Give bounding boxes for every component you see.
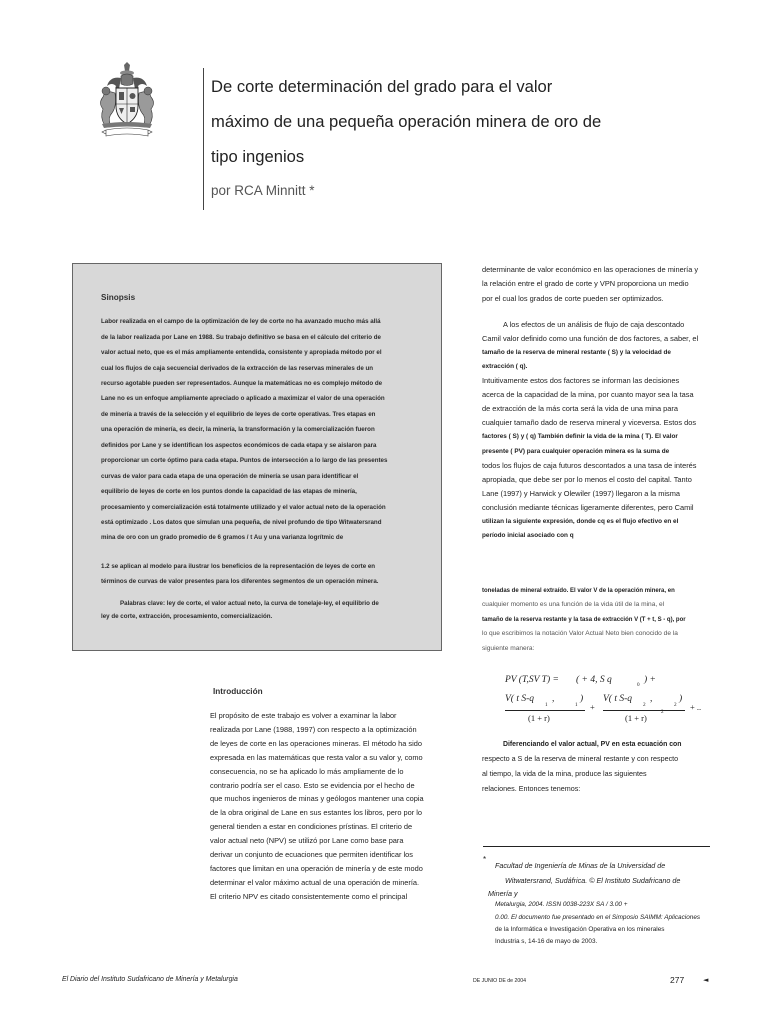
right-column-paragraph-2	[482, 318, 698, 543]
equation-tail: + ..	[690, 702, 702, 712]
body-line-bold: presente ( PV) para cualquier operación minera es la suma de	[482, 447, 670, 455]
body-line: respecto a S de la reserva de mineral restante y con respecto	[482, 754, 679, 764]
term1-subscript: 1	[545, 702, 548, 708]
body-line: cualquier momento es una función de la vida útil de la mina, el	[482, 601, 665, 609]
footnote-line: Metalurgia, 2004. ISSN 0038-223X SA / 3.00 +	[495, 901, 628, 908]
synopsis-line: mina de oro con un grado promedio de 6 gramos / t Au y una varianza logrítmic de	[101, 534, 344, 542]
synopsis-line: cual los flujos de caja secuencial derivados de la extracción de las reservas minerales de un	[101, 364, 374, 372]
synopsis-line: proporcionar un corte óptimo para cada etapa. Puntos de intersección a lo largo de las presentes	[101, 457, 388, 465]
footnote-marker: *	[483, 855, 487, 864]
page-number: 277	[670, 975, 685, 985]
term2-subscript: 2	[643, 702, 646, 708]
body-line: expresada en las matemáticas que resta valor a su valor y, como	[210, 752, 423, 762]
term2-subscript: 2	[674, 702, 677, 708]
title-line: tipo ingenios	[211, 146, 305, 166]
synopsis-line: recurso agotable pueden ser representados. Aunque la matemáticas no es complejo método de	[101, 380, 383, 388]
footnote-line: Facultad de Ingeniería de Minas de la Universidad de	[495, 861, 666, 870]
supporter-right	[138, 87, 153, 124]
synopsis-body	[101, 314, 387, 546]
body-line: de la obra original de Lane en sus estantes los libros, pero por lo	[210, 808, 422, 818]
right-column-paragraph-3	[482, 584, 686, 657]
term1-close: )	[580, 694, 584, 704]
footnote-line: de la Informática e Investigación Operativa en los minerales	[495, 926, 665, 933]
body-line: la relación entre el grado de corte y VPN proporciona un medio	[482, 279, 689, 289]
equation-rhs-open: ( + 4, S q	[576, 675, 612, 685]
synopsis-line: curvas de valor para cada etapa de una operación de minería se usan para identificar el	[101, 472, 359, 480]
author-byline: por RCA Minnitt *	[211, 183, 315, 198]
body-line-bold: utilizan la siguiente expresión, donde cq es el flujo efectivo en el	[482, 517, 679, 525]
body-line: de leyes de corte en las operaciones mineras. El método ha sido	[210, 738, 422, 748]
body-line: apropiada, que debe ser por lo menos el costo del capital. Tanto	[482, 474, 692, 484]
body-line: factores que limitan en una operación de minería y de este modo	[210, 864, 423, 874]
synopsis-line: términos de curvas de valor presentes para los diferentes segmentos de un operación minera.	[101, 577, 379, 585]
keywords-line: Palabras clave: ley de corte, el valor actual neto, la curva de tonelaje-ley, el equilibrio de	[120, 600, 379, 607]
body-line-bold: período inicial asociado con q	[482, 531, 574, 539]
introduction-body	[210, 709, 424, 904]
right-column-paragraph-4	[482, 738, 681, 797]
helmet	[121, 74, 133, 86]
body-line: de extracción de la más corta será la vida de una mina para	[482, 404, 678, 414]
synopsis-line: Labor realizada en el campo de la optimización de ley de corte no ha avanzado mucho más allá	[101, 318, 381, 326]
title-line: De corte determinación del grado para el valor	[211, 76, 553, 96]
body-line: siguiente manera:	[482, 644, 535, 652]
body-line: Intuitivamente estos dos factores se informan las decisiones	[482, 376, 680, 386]
body-line: El criterio NPV es citado consistentemente como el principal	[210, 891, 408, 901]
synopsis-line: procesamiento y comercialización está totalmente utilizado y el valor actual neto de la operación	[101, 503, 386, 511]
header-divider	[203, 68, 204, 210]
body-line: Camil valor definido como una función de dos factores, a saber, el	[482, 334, 699, 344]
body-line: al tiempo, la vida de la mina, produce las siguientes	[482, 769, 647, 779]
body-line: realizada por Lane (1988, 1997) con respecto a la optimización	[210, 724, 417, 734]
crest	[120, 62, 134, 76]
body-line-bold: factores ( S) y ( q) También definir la vida de la mina ( T). El valor	[482, 433, 678, 441]
equation-rhs-close: ) +	[644, 675, 656, 685]
synopsis-continuation	[101, 559, 379, 589]
introduction-heading: Introducción	[213, 687, 263, 696]
term2-separator: ,	[650, 694, 653, 704]
term1-separator: ,	[552, 694, 555, 704]
article-title	[211, 69, 601, 174]
body-line: determinante de valor económico en las operaciones de minería y	[482, 264, 699, 274]
footnote-rule	[483, 846, 710, 847]
synopsis-line: valor actual neto, que es el más ampliamente entendida, consistente y apropiada método por el	[101, 349, 382, 357]
equation-subscript: 0	[637, 682, 640, 688]
synopsis-line: de la labor realizada por Lane en 1988. Su trabajo definitivo se basa en el cálculo del criterio de	[101, 333, 381, 341]
issue-date: DE JUNIO DE de 2004	[473, 978, 527, 984]
body-line: relaciones. Entonces tenemos:	[482, 783, 581, 793]
body-line: contrario podría ser el caso. Esto se evidencia por el hecho de	[210, 780, 415, 790]
body-line: derivar un conjunto de ecuaciones que permiten identificar los	[210, 850, 413, 860]
synopsis-line: 1.2 se aplican al modelo para ilustrar los beneficios de la representación de leyes de corte en	[101, 562, 376, 570]
term2-numerator: V( t S-q	[603, 694, 633, 704]
shield	[116, 88, 138, 124]
synopsis-line: equilibrio de leyes de corte en los puntos donde la capacidad de las etapas de minería,	[101, 488, 357, 496]
body-line: Lane (1997) y Harwick y Olewiler (1997) llegaron a la misma	[482, 488, 680, 498]
body-line-bold: toneladas de mineral extraído. El valor V de la operación minera, en	[482, 587, 675, 594]
body-line: conclusión mediante técnicas ligeramente diferentes, pero Camil	[482, 502, 694, 512]
body-line: todos los flujos de caja futuros descontados a una tasa de interés	[482, 460, 697, 470]
footnote-line: Industria s, 14-16 de mayo de 2003.	[495, 938, 598, 945]
body-line: determinar el valor máximo actual de una operación de minería.	[210, 877, 420, 887]
term1-numerator: V( t S-q	[505, 694, 535, 704]
term2-close: )	[679, 694, 683, 704]
body-line: valor actual neto (NPV) se utilizó por Lane como base para	[210, 836, 404, 846]
supporter-left	[101, 87, 116, 124]
body-line-bold: tamaño de la reserva de mineral restante ( S) y la velocidad de	[482, 349, 671, 357]
coat-of-arms-icon	[92, 62, 162, 144]
body-line: acerca de la capacidad de la mina, por cuanto mayor sea la tasa	[482, 390, 694, 400]
body-line: consecuencia, no se ha aplicado lo más ampliamente de lo	[210, 766, 404, 776]
body-line: El propósito de este trabajo es volver a examinar la labor	[210, 711, 397, 721]
keywords-line: ley de corte, extracción, procesamiento, comercialización.	[101, 613, 273, 620]
journal-name: El Diario del Instituto Sudafricano de Minería y Metalurgia	[62, 976, 238, 983]
body-line: que muchos ingenieros de minas y geólogos mantener una copia	[210, 794, 424, 804]
synopsis-line: de minería a través de la selección y el equilibrio de leyes de corte operativas. Tres etapas en	[101, 410, 376, 418]
body-line-bold: extracción ( q).	[482, 363, 528, 371]
term1-subscript: 1	[575, 702, 578, 708]
term2-fraction-bar	[603, 710, 685, 711]
footnote-line: Witwatersrand, Sudáfrica. © El Instituto Sudafricano de	[505, 876, 681, 885]
body-line: cualquier tamaño dado de reserva mineral y viceversa. Estos dos	[482, 418, 697, 428]
body-line-bold: Diferenciando el valor actual, PV en esta ecuación con	[503, 740, 682, 748]
equation-lhs: PV (T,SV T) =	[505, 675, 559, 685]
body-line: lo que escribimos la notación Valor Actual Neto bien conocido de la	[482, 630, 678, 638]
footnote-line: Minería y	[488, 889, 518, 898]
synopsis-line: definidos por Lane y se identifican los aspectos económicos de cada etapa y se aislaron para	[101, 441, 377, 449]
body-line-bold: tamaño de la reserva restante y la tasa de extracción V (T + t, S - q), por	[482, 616, 686, 623]
motto-scroll	[102, 128, 152, 136]
term1-fraction-bar	[505, 710, 585, 711]
body-line: A los efectos de un análisis de flujo de caja descontado	[503, 319, 685, 329]
term2-exponent: 2	[661, 709, 664, 715]
term1-denominator: (1 + r)	[528, 713, 550, 723]
body-line: por el cual los grados de corte pueden ser optimizados.	[482, 293, 664, 303]
term2-denominator: (1 + r)	[625, 713, 647, 723]
synopsis-line: Lane no es un enfoque ampliamente apreciado o aplicado a maximizar el valor de una operación	[101, 395, 385, 403]
equation-plus: +	[590, 702, 595, 712]
left-arrow-icon: ◄	[703, 976, 709, 984]
right-column-paragraph-1	[482, 263, 698, 307]
synopsis-heading: Sinopsis	[101, 293, 136, 302]
body-line: general tienden a estar en condiciones prístinas. El criterio de	[210, 822, 413, 832]
title-line: máximo de una pequeña operación minera de oro de	[211, 111, 602, 131]
footnote-line: 0.00. El documento fue presentado en el Simposio SAIMM: Aplicaciones	[495, 914, 701, 921]
synopsis-line: una operación de minería, es decir, la minería, la transformación y la comercialización fueron	[101, 426, 375, 434]
synopsis-line: está optimizado . Los datos que simulan una pequeña, de nivel profundo de tipo Witwatersrand	[101, 518, 382, 526]
